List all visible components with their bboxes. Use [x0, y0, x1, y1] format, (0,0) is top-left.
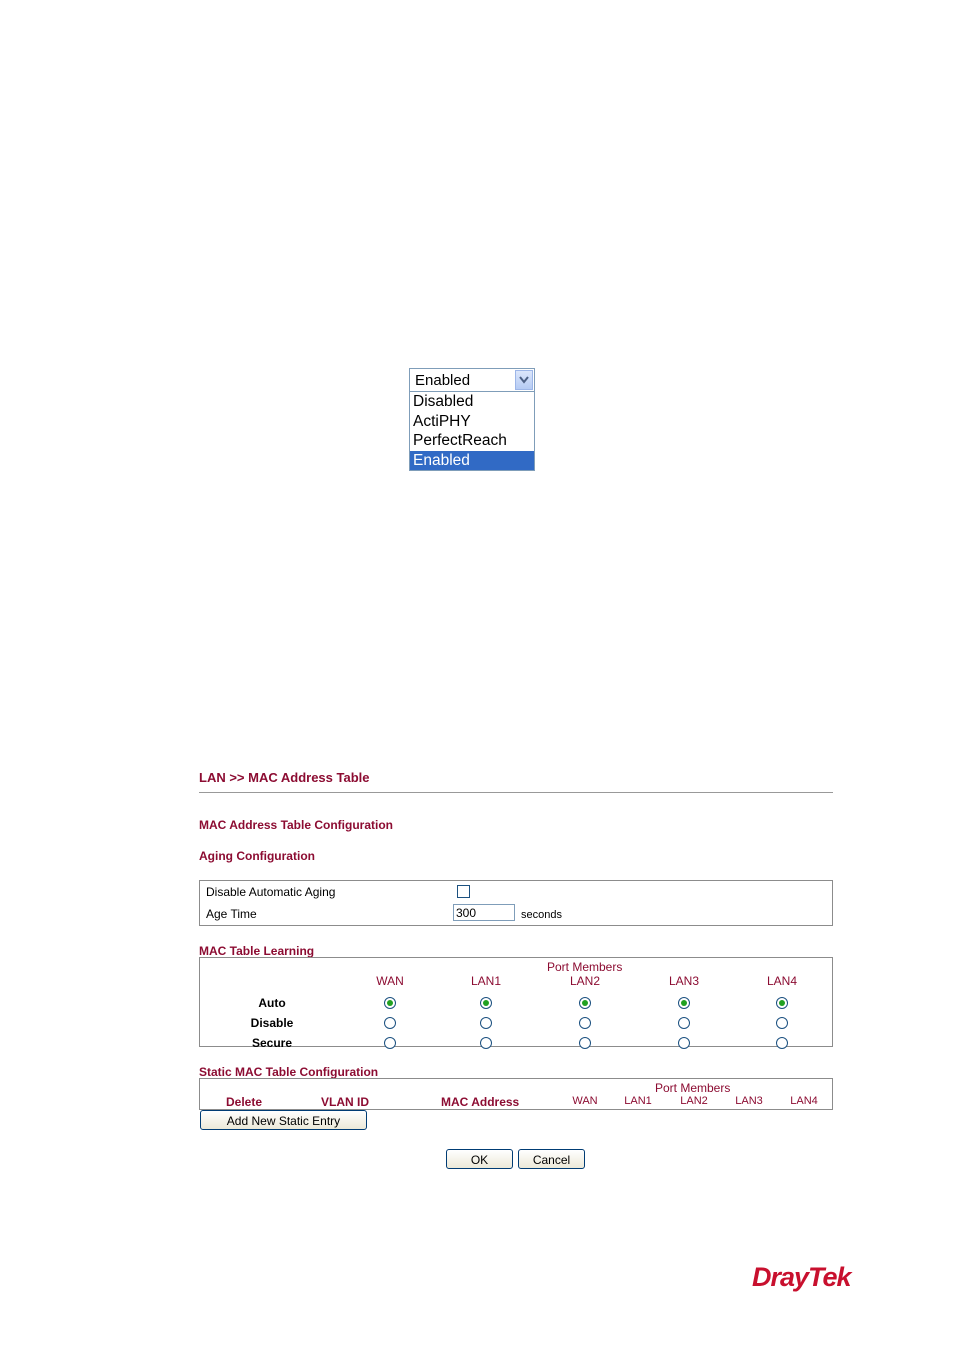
learning-radio-disable-lan3[interactable] [678, 1017, 690, 1029]
learning-radio-disable-lan4[interactable] [776, 1017, 788, 1029]
learning-port-header-lan3: LAN3 [668, 974, 700, 988]
learning-radio-auto-lan1[interactable] [480, 997, 492, 1009]
col-mac-address: MAC Address [441, 1095, 520, 1109]
chevron-down-icon[interactable] [515, 370, 533, 390]
config-title: MAC Address Table Configuration [199, 818, 394, 832]
static-port-header-lan4: LAN4 [790, 1095, 818, 1107]
static-port-header-lan1: LAN1 [624, 1095, 652, 1107]
static-port-header-wan: WAN [572, 1095, 598, 1107]
draytek-logo: DrayTek [752, 1262, 851, 1292]
static-table-box [199, 1078, 833, 1110]
learning-radio-secure-lan3[interactable] [678, 1037, 690, 1049]
static-table-title: Static MAC Table Configuration [199, 1065, 379, 1079]
col-delete: Delete [226, 1095, 263, 1109]
dropdown-value: Enabled [415, 372, 471, 389]
learning-radio-disable-lan1[interactable] [480, 1017, 492, 1029]
learning-row-label-auto: Auto [258, 996, 286, 1010]
learning-port-header-lan2: LAN2 [569, 974, 601, 988]
add-static-entry-button[interactable]: Add New Static Entry [200, 1110, 367, 1130]
learning-radio-auto-lan2[interactable] [579, 997, 591, 1009]
mode-dropdown[interactable] [409, 368, 535, 471]
age-time-unit: seconds [521, 909, 562, 921]
aging-title: Aging Configuration [199, 849, 315, 863]
learning-radio-auto-lan4[interactable] [776, 997, 788, 1009]
age-time-label: Age Time [206, 907, 257, 921]
learning-row-label-secure: Secure [251, 1036, 293, 1050]
learning-port-members-header: Port Members [547, 960, 623, 974]
learning-radio-secure-lan2[interactable] [579, 1037, 591, 1049]
learning-port-header-lan4: LAN4 [766, 974, 798, 988]
dropdown-option-disabled[interactable]: Disabled [413, 393, 474, 410]
dropdown-options-list [409, 392, 535, 471]
title-divider [199, 792, 833, 793]
aging-box [199, 880, 833, 926]
learning-radio-auto-wan[interactable] [384, 997, 396, 1009]
page-title: LAN >> MAC Address Table [199, 770, 370, 785]
col-vlan-id: VLAN ID [321, 1095, 369, 1109]
learning-row-label-disable: Disable [250, 1016, 294, 1030]
learning-radio-secure-lan4[interactable] [776, 1037, 788, 1049]
learning-radio-auto-lan3[interactable] [678, 997, 690, 1009]
cancel-button[interactable]: Cancel [518, 1149, 585, 1169]
dropdown-select[interactable] [409, 368, 535, 392]
learning-port-header-wan: WAN [376, 974, 404, 988]
ok-button[interactable]: OK [446, 1149, 513, 1169]
static-port-header-lan2: LAN2 [680, 1095, 708, 1107]
static-port-header-lan3: LAN3 [735, 1095, 763, 1107]
dropdown-option-actiphy[interactable]: ActiPHY [413, 412, 471, 430]
learning-box [199, 957, 833, 1050]
static-port-members-header: Port Members [655, 1081, 731, 1095]
learning-radio-disable-wan[interactable] [384, 1017, 396, 1029]
disable-aging-label: Disable Automatic Aging [206, 885, 336, 899]
dropdown-option-enabled[interactable]: Enabled [410, 451, 534, 471]
learning-radio-secure-lan1[interactable] [480, 1037, 492, 1049]
dropdown-option-perfectreach[interactable]: PerfectReach [413, 432, 507, 449]
age-time-input[interactable] [453, 904, 515, 921]
learning-radio-secure-wan[interactable] [384, 1037, 396, 1049]
learning-port-header-lan1: LAN1 [470, 974, 502, 988]
learning-radio-disable-lan2[interactable] [579, 1017, 591, 1029]
learning-title: MAC Table Learning [199, 944, 315, 958]
disable-aging-checkbox[interactable] [457, 885, 470, 898]
